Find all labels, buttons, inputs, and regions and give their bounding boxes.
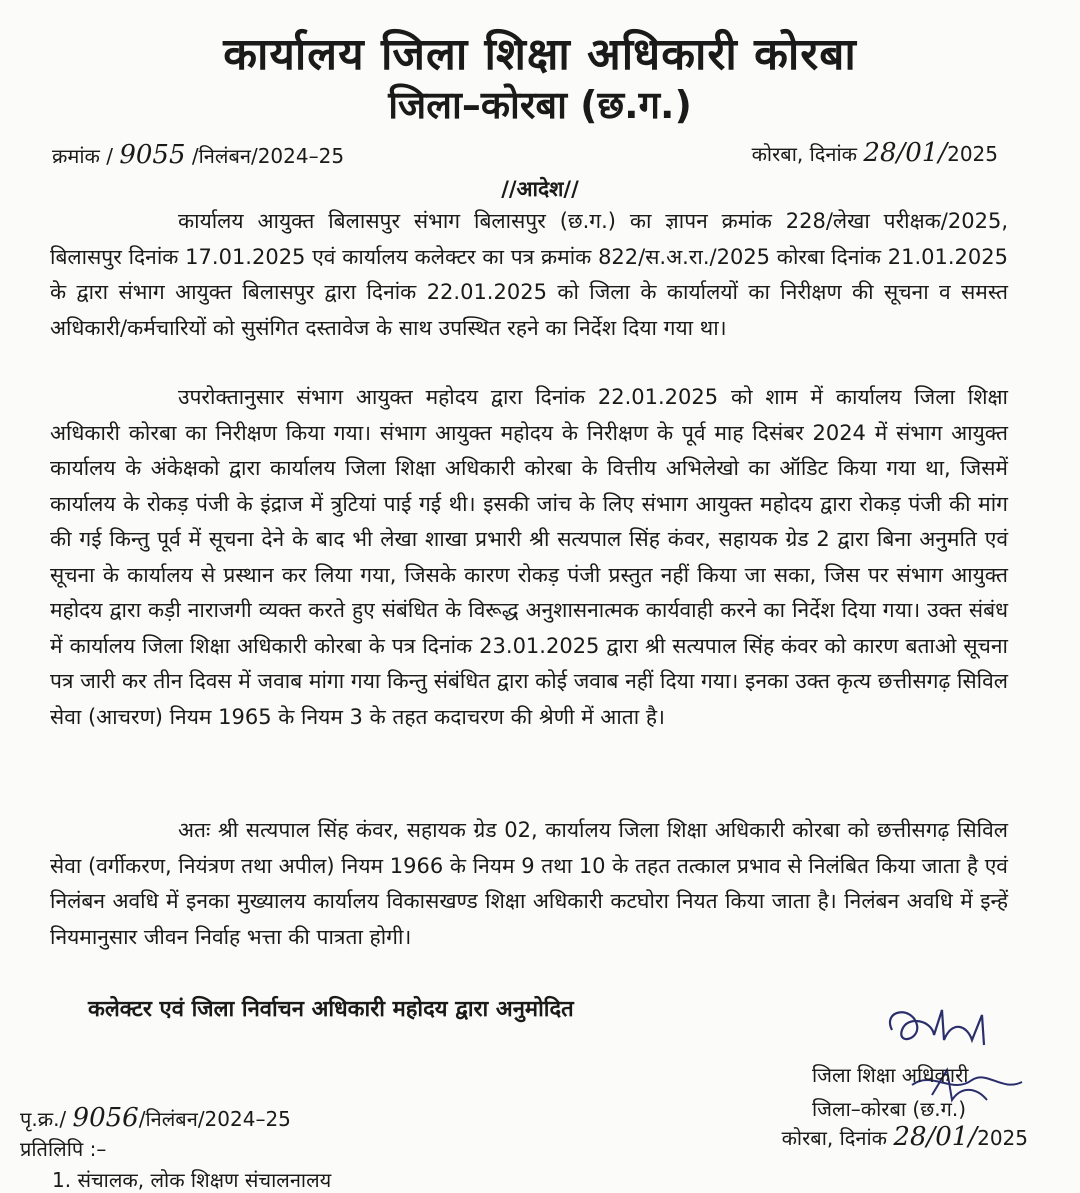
copy-list-item-1: 1. संचालक, लोक शिक्षण संचालनालय bbox=[52, 1168, 332, 1192]
endorsement-date-year: 2025 bbox=[977, 1126, 1028, 1150]
ref-number-handwritten: 9055 bbox=[119, 140, 186, 170]
endorsement-ref-label: पृ.क्र./ bbox=[20, 1107, 67, 1131]
endorsement-place-date bbox=[782, 1122, 1028, 1152]
signatory-block bbox=[812, 1058, 968, 1126]
paragraph-2: उपरोक्तानुसार संभाग आयुक्त महोदय द्वारा दिनांक 22.01.2025 को शाम में कार्यालय जिला शिक्षा अधिकारी कोरबा का निरीक्षण किया गया। संभाग आयुक्त महोदय के निरीक्षण के पूर्व माह दिसंबर 2024 में संभाग आयुक्त कार्यालय के अंकेक्षको द्वारा कार्यालय जिला शिक्षा अधिकारी कोरबा के वित्तीय अभिलेखो का ऑडिट किया गया था, जिसमें कार्यालय के रोकड़ पंजी के इंद्राज में त्रुटियां पाई गई थी। इसकी जांच के लिए संभाग आयुक्त महोदय द्वारा रोकड़ पंजी की मांग की गई किन्तु पूर्व में सूचना देने के बाद भी लेखा शाखा प्रभारी श्री सत्यपाल सिंह कंवर, सहायक ग्रेड 2 द्वारा बिना अनुमति एवं सूचना के कार्यालय से प्रस्थान कर लिया गया, जिसके कारण रोकड़ पंजी प्रस्तुत नहीं किया जा सका, जिस पर संभाग आयुक्त महोदय द्वारा कड़ी नाराजगी व्यक्त करते हुए संबंधित के विरूद्ध अनुशासनात्मक कार्यवाही करने का निर्देश दिया गया। उक्त संबंध में कार्यालय जिला शिक्षा अधिकारी कोरबा के पत्र दिनांक 23.01.2025 द्वारा श्री सत्यपाल सिंह कंवर को कारण बताओ सूचना पत्र जारी कर तीन दिवस में जवाब मांगा गया किन्तु संबंधित द्वारा कोई जवाब नहीं दिया गया। इनका उक्त कृत्य छत्तीसगढ़ सिविल सेवा (आचरण) नियम 1965 के नियम 3 के तहत कदाचरण की श्रेणी में आता है। bbox=[50, 385, 1008, 729]
endorsement-place-date-label: कोरबा, दिनांक bbox=[781, 1126, 888, 1150]
endorsement-reference bbox=[20, 1103, 291, 1134]
order-title: //आदेश// bbox=[501, 177, 579, 201]
endorsement-ref-number: 9056 bbox=[72, 1103, 139, 1133]
endorsement-block bbox=[20, 1103, 291, 1164]
paragraph-1: कार्यालय आयुक्त बिलासपुर संभाग बिलासपुर (छ.ग.) का ज्ञापन क्रमांक 228/लेखा परीक्षक/2025, बिलासपुर दिनांक 17.01.2025 एवं कार्यालय कलेक्टर का पत्र क्रमांक 822/स.अ.रा./2025 कोरबा दिनांक 21.01.2025 के द्वारा संभाग आयुक्त बिलासपुर द्वारा दिनांक 22.01.2025 को जिला के कार्यालयों का निरीक्षण की सूचना व समस्त अधिकारी/कर्मचारियों को सुसंगित दस्तावेज के साथ उपस्थित रहने का निर्देश दिया गया था। bbox=[50, 209, 1008, 340]
endorsement-date-handwritten: 28/01/ bbox=[893, 1122, 978, 1152]
approval-line: कलेक्टर एवं जिला निर्वाचन अधिकारी महोदय द्वारा अनुमोदित bbox=[88, 997, 574, 1022]
district-line: जिला–कोरबा (छ.ग.) bbox=[388, 83, 692, 127]
paragraph-3: अतः श्री सत्यपाल सिंह कंवर, सहायक ग्रेड 02, कार्यालय जिला शिक्षा अधिकारी कोरबा को छत्तीसगढ़ सिविल सेवा (वर्गीकरण, नियंत्रण तथा अपील) नियम 1966 के नियम 9 तथा 10 के तहत तत्काल प्रभाव से निलंबित किया जाता है एवं निलंबन अवधि में इनका मुख्यालय कार्यालय विकासखण्ड शिक्षा अधिकारी कटघोरा नियत किया जाता है। निलंबन अवधि में इन्हें नियमानुसार जीवन निर्वाह भत्ता की पात्रता होगी। bbox=[50, 818, 1008, 949]
date-year: 2025 bbox=[947, 142, 998, 166]
copy-label: प्रतिलिपि :– bbox=[20, 1137, 107, 1161]
order-reference bbox=[52, 140, 344, 170]
signatory-title: जिला शिक्षा अधिकारी bbox=[812, 1063, 969, 1087]
endorsement-ref-suffix: /निलंबन/2024–25 bbox=[138, 1107, 291, 1131]
signatory-district: जिला–कोरबा (छ.ग.) bbox=[812, 1097, 967, 1121]
date-handwritten: 28/01/ bbox=[863, 138, 948, 168]
place-date bbox=[752, 138, 998, 168]
ref-label: क्रमांक / bbox=[52, 144, 113, 168]
office-title: कार्यालय जिला शिक्षा अधिकारी कोरबा bbox=[223, 29, 857, 80]
ref-suffix: /निलंबन/2024–25 bbox=[191, 144, 345, 168]
place-date-label: कोरबा, दिनांक bbox=[751, 142, 858, 166]
